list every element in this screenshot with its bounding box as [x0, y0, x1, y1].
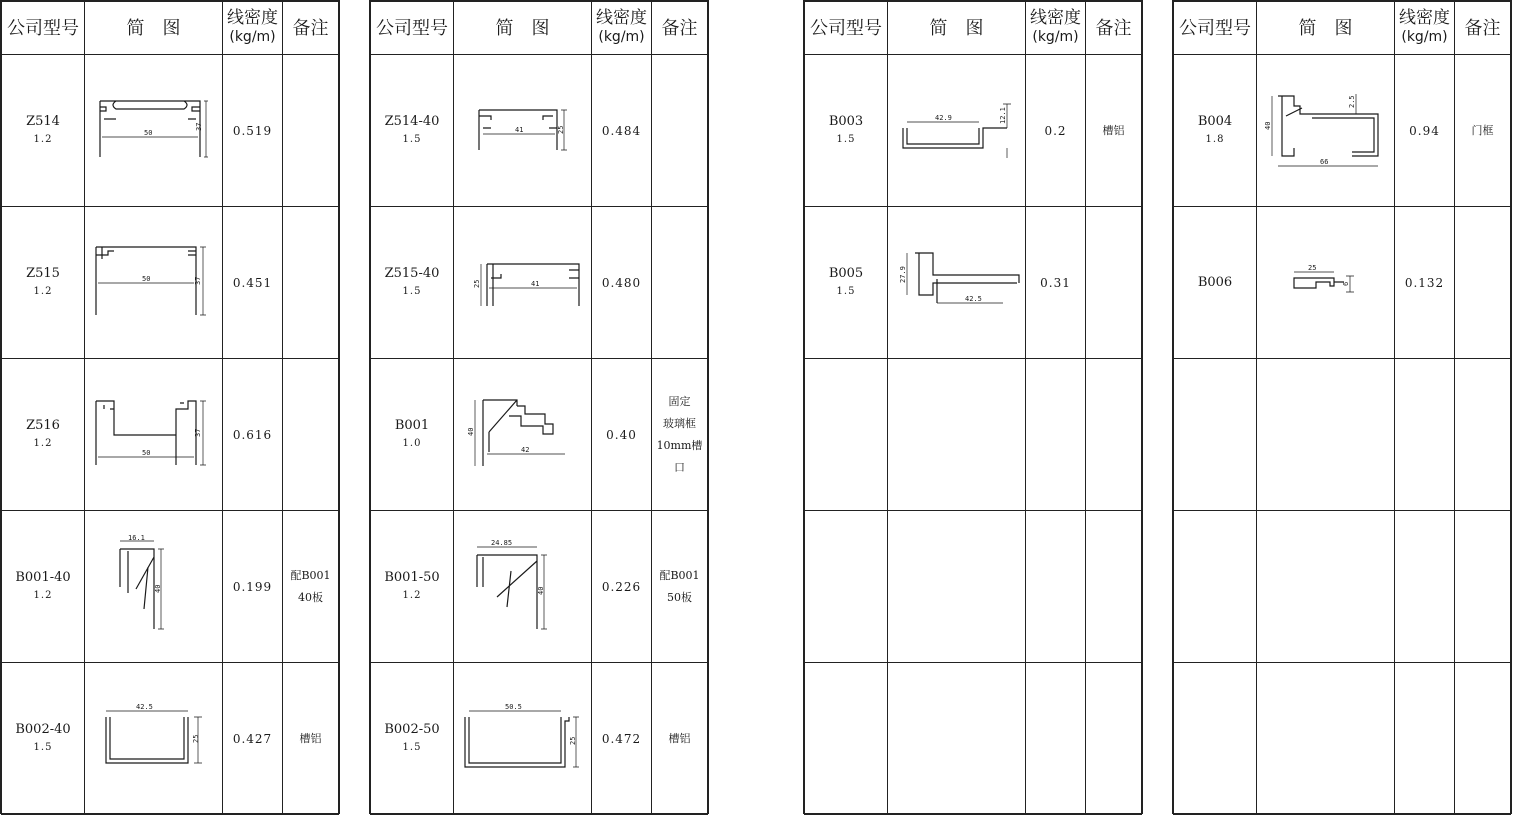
dim-height: 25	[472, 279, 481, 288]
dim-width: 42	[520, 445, 529, 454]
density-cell: 0.519	[223, 55, 283, 207]
model-cell	[805, 663, 888, 815]
header-note: 备注	[1086, 2, 1142, 55]
table-row	[371, 359, 708, 511]
dim-height: 27.9	[898, 265, 907, 283]
dim-width: 50	[141, 448, 150, 457]
note-cell	[1086, 663, 1142, 815]
model-cell: Z514 1.2	[2, 55, 85, 207]
diagram-cell	[1257, 55, 1395, 207]
density-cell	[1026, 511, 1086, 663]
profile-diagram-b003	[895, 96, 1019, 166]
profile-table-3	[803, 0, 1143, 814]
model-cell: B006	[1174, 207, 1257, 359]
dim-width: 25	[1307, 263, 1316, 272]
note-cell	[1455, 207, 1511, 359]
profile-diagram-b005	[895, 243, 1019, 323]
density-cell: 0.199	[223, 511, 283, 663]
table-row	[2, 359, 339, 511]
diagram-cell	[1257, 207, 1395, 359]
diagram-cell	[85, 55, 223, 207]
table-row	[805, 511, 1142, 663]
table-row	[2, 511, 339, 663]
header-model: 公司型号	[2, 2, 85, 55]
header-note: 备注	[652, 2, 708, 55]
note-cell: 槽铝	[1086, 55, 1142, 207]
note-cell	[652, 55, 708, 207]
diagram-cell	[454, 55, 592, 207]
density-cell: 0.451	[223, 207, 283, 359]
profile-table-2	[369, 0, 709, 814]
density-cell: 0.427	[223, 663, 283, 815]
diagram-cell	[454, 207, 592, 359]
profile-diagram-z514	[92, 91, 216, 171]
dim-width: 50	[141, 274, 150, 283]
header-diagram: 简 图	[85, 2, 223, 55]
dim-width: 50	[143, 128, 152, 137]
diagram-cell	[888, 663, 1026, 815]
table-row	[1174, 663, 1511, 815]
header-model: 公司型号	[371, 2, 454, 55]
table-row	[2, 207, 339, 359]
model-cell: Z514-40 1.5	[371, 55, 454, 207]
density-cell: 0.40	[592, 359, 652, 511]
model-cell	[1174, 511, 1257, 663]
dim-width: 42.9	[934, 113, 952, 122]
note-cell	[283, 359, 339, 511]
note-cell	[1455, 663, 1511, 815]
density-cell	[1395, 511, 1455, 663]
dim-height: 25	[568, 736, 577, 745]
model-cell: B001-50 1.2	[371, 511, 454, 663]
dim-width: 42.5	[964, 294, 982, 303]
note-cell	[283, 55, 339, 207]
profile-diagram-b004	[1264, 86, 1388, 176]
diagram-cell	[85, 663, 223, 815]
header-model: 公司型号	[805, 2, 888, 55]
diagram-cell	[454, 511, 592, 663]
table-row	[371, 207, 708, 359]
dim-height: 40	[1263, 121, 1272, 130]
diagram-cell	[1257, 663, 1395, 815]
note-cell	[652, 207, 708, 359]
table-row	[1174, 207, 1511, 359]
header-diagram: 简 图	[1257, 2, 1395, 55]
density-cell: 0.94	[1395, 55, 1455, 207]
profile-table-1	[0, 0, 340, 814]
profile-diagram-b002-40	[92, 699, 216, 779]
note-cell: 槽铝	[283, 663, 339, 815]
profile-table-4	[1172, 0, 1512, 814]
note-cell	[1086, 359, 1142, 511]
diagram-cell	[454, 663, 592, 815]
table-row	[805, 359, 1142, 511]
table-row	[371, 663, 708, 815]
dim-height: 12.1	[998, 106, 1007, 124]
density-cell	[1026, 663, 1086, 815]
profile-diagram-b006	[1264, 258, 1388, 308]
diagram-cell	[1257, 511, 1395, 663]
dim-lip: 2.5	[1347, 94, 1356, 108]
dim-height: 37	[193, 428, 202, 437]
note-cell: 槽铝	[652, 663, 708, 815]
diagram-cell	[888, 359, 1026, 511]
dim-width: 24.85	[490, 538, 512, 547]
note-cell: 配B001 50板	[652, 511, 708, 663]
model-cell: Z515-40 1.5	[371, 207, 454, 359]
dim-height: 25	[556, 125, 565, 134]
density-cell	[1026, 359, 1086, 511]
header-note: 备注	[283, 2, 339, 55]
table-row	[805, 55, 1142, 207]
note-cell	[1086, 511, 1142, 663]
diagram-cell	[888, 511, 1026, 663]
model-cell: B004 1.8	[1174, 55, 1257, 207]
diagram-cell	[85, 511, 223, 663]
density-cell: 0.472	[592, 663, 652, 815]
dim-height: 40	[536, 586, 545, 595]
profile-diagram-z514-40	[461, 96, 585, 166]
dim-width: 50.5	[504, 702, 522, 711]
dim-height: 6	[1341, 281, 1350, 286]
table-row	[1174, 511, 1511, 663]
dim-height: 40	[466, 427, 475, 436]
table-header-row	[2, 2, 339, 55]
header-model: 公司型号	[1174, 2, 1257, 55]
model-cell: B001 1.0	[371, 359, 454, 511]
header-diagram: 简 图	[888, 2, 1026, 55]
dim-width: 66	[1319, 157, 1328, 166]
diagram-cell	[1257, 359, 1395, 511]
profile-diagram-b001-40	[92, 533, 216, 637]
dim-width: 41	[530, 279, 539, 288]
dim-height: 25	[191, 734, 200, 743]
note-cell	[1086, 207, 1142, 359]
dim-width: 41	[514, 125, 523, 134]
model-cell: B002-40 1.5	[2, 663, 85, 815]
header-density: 线密度 (kg/m)	[1395, 2, 1455, 55]
table-row	[2, 55, 339, 207]
diagram-cell	[85, 207, 223, 359]
diagram-cell	[888, 55, 1026, 207]
header-density: 线密度 (kg/m)	[1026, 2, 1086, 55]
model-cell	[805, 511, 888, 663]
profile-diagram-b002-50	[461, 699, 585, 779]
density-cell: 0.132	[1395, 207, 1455, 359]
density-cell	[1395, 663, 1455, 815]
table-row	[371, 511, 708, 663]
density-cell: 0.2	[1026, 55, 1086, 207]
dim-width: 42.5	[135, 702, 153, 711]
model-cell: Z515 1.2	[2, 207, 85, 359]
table-row	[1174, 55, 1511, 207]
table-row	[805, 207, 1142, 359]
density-cell: 0.226	[592, 511, 652, 663]
density-cell: 0.31	[1026, 207, 1086, 359]
table-header-row	[371, 2, 708, 55]
note-cell: 配B001 40板	[283, 511, 339, 663]
table-header-row	[1174, 2, 1511, 55]
header-note: 备注	[1455, 2, 1511, 55]
header-density: 线密度 (kg/m)	[223, 2, 283, 55]
header-diagram: 简 图	[454, 2, 592, 55]
header-density: 线密度 (kg/m)	[592, 2, 652, 55]
table-row	[805, 663, 1142, 815]
note-cell: 门框	[1455, 55, 1511, 207]
model-cell: Z516 1.2	[2, 359, 85, 511]
profile-diagram-z515-40	[461, 248, 585, 318]
model-cell	[805, 359, 888, 511]
profile-diagram-z516	[92, 395, 216, 475]
profile-diagram-z515	[92, 243, 216, 323]
model-cell: B001-40 1.2	[2, 511, 85, 663]
diagram-cell	[888, 207, 1026, 359]
dim-height: 37	[193, 276, 202, 285]
density-cell: 0.480	[592, 207, 652, 359]
profile-diagram-b001	[461, 390, 585, 480]
table-row	[371, 55, 708, 207]
diagram-cell	[85, 359, 223, 511]
table-row	[2, 663, 339, 815]
profile-diagram-b001-50	[461, 537, 585, 637]
model-cell	[1174, 359, 1257, 511]
density-cell	[1395, 359, 1455, 511]
model-cell: B005 1.5	[805, 207, 888, 359]
density-cell: 0.616	[223, 359, 283, 511]
density-cell: 0.484	[592, 55, 652, 207]
dim-height: 37	[194, 122, 203, 131]
note-cell	[1455, 511, 1511, 663]
note-cell	[1455, 359, 1511, 511]
model-cell: B003 1.5	[805, 55, 888, 207]
table-row	[1174, 359, 1511, 511]
model-cell	[1174, 663, 1257, 815]
dim-height: 40	[153, 584, 162, 593]
note-cell: 固定 玻璃框 10mm槽口	[652, 359, 708, 511]
model-cell: B002-50 1.5	[371, 663, 454, 815]
dim-width: 16.1	[127, 533, 145, 542]
note-cell	[283, 207, 339, 359]
table-header-row	[805, 2, 1142, 55]
diagram-cell	[454, 359, 592, 511]
